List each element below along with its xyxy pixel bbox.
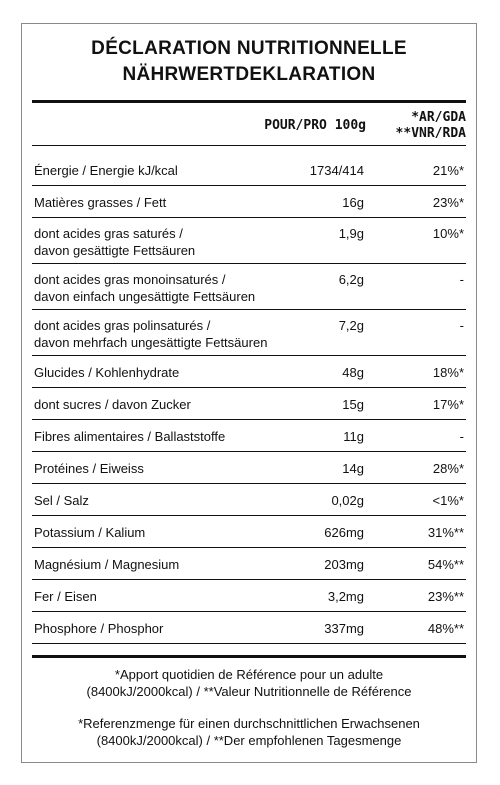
nutrient-name — [34, 364, 179, 381]
nutrient-name-fr: Énergie / Energie kJ/kcal — [34, 163, 178, 178]
reference-intake-percent: 28%* — [432, 461, 464, 476]
table-row — [32, 580, 466, 612]
nutrient-name-fr: Fibres alimentaires / Ballaststoffe — [34, 429, 226, 444]
title-german: NÄHRWERTDEKLARATION — [122, 64, 376, 85]
nutrient-name-de: davon mehrfach ungesättigte Fettsäuren — [34, 335, 268, 350]
title-french: DÉCLARATION NUTRITIONNELLE — [91, 38, 407, 59]
table-row — [32, 218, 466, 264]
nutrient-name-fr: dont acides gras polinsaturés / — [34, 318, 211, 333]
table-row — [32, 388, 466, 420]
nutrient-name-fr: dont sucres / davon Zucker — [34, 397, 191, 412]
nutrient-name-fr: Matières grasses / Fett — [34, 195, 167, 210]
table-row — [32, 310, 466, 356]
nutrient-value: 11g — [343, 429, 364, 444]
table-row — [32, 186, 466, 218]
nutrient-name — [34, 428, 225, 445]
nutrient-name — [34, 556, 179, 573]
reference-intake-header — [396, 110, 466, 142]
reference-intake-percent: - — [459, 429, 464, 444]
top-rule — [32, 100, 466, 103]
nutrient-value: 7,2g — [338, 318, 364, 333]
table-row — [32, 154, 466, 186]
reference-intake-percent: 21%* — [432, 163, 464, 178]
reference-intake-percent: - — [459, 318, 464, 333]
nutrient-name-fr: dont acides gras saturés / — [34, 226, 183, 241]
footnote-french-line1: *Apport quotidien de Référence pour un adulte — [114, 667, 384, 682]
bottom-rule — [32, 655, 466, 658]
nutrient-value: 16g — [342, 195, 364, 210]
nutrition-facts-panel — [21, 23, 477, 763]
reference-intake-percent: 23%* — [432, 195, 464, 210]
nutrient-name — [34, 396, 191, 413]
nutrient-name — [34, 492, 89, 509]
nutrient-name — [34, 162, 178, 179]
reference-intake-percent: 10%* — [432, 226, 464, 241]
table-row — [32, 484, 466, 516]
table-row — [32, 612, 466, 644]
nutrient-value: 6,2g — [338, 272, 364, 287]
table-row — [32, 356, 466, 388]
nutrient-name-fr: Sel / Salz — [34, 493, 89, 508]
reference-intake-percent: 54%** — [427, 557, 464, 572]
footnote-german-line1: *Referenzmenge für einen durchschnittlichen Erwachsenen — [78, 716, 420, 731]
footnote-french — [32, 666, 466, 700]
nutrient-name — [34, 460, 144, 477]
nutrient-name — [34, 588, 97, 605]
reference-intake-percent: <1%* — [432, 493, 464, 508]
nutrient-name-fr: Potassium / Kalium — [34, 525, 146, 540]
nutrient-name — [34, 194, 166, 211]
footnote-german-line2: (8400kJ/2000kcal) / **Der empfohlenen Tagesmenge — [96, 733, 402, 748]
nutrient-name — [34, 620, 163, 637]
nutrient-name-fr: Magnésium / Magnesium — [34, 557, 180, 572]
nutrient-name-fr: Phosphore / Phosphor — [34, 621, 164, 636]
nutrient-name — [34, 271, 255, 305]
nutrient-value: 48g — [342, 365, 364, 380]
per-100g-header: POUR/PRO 100g — [264, 118, 366, 133]
nutrient-name — [34, 317, 267, 351]
nutrient-name-de: davon einfach ungesättigte Fettsäuren — [34, 289, 256, 304]
reference-intake-percent: 17%* — [432, 397, 464, 412]
table-row — [32, 420, 466, 452]
nutrient-value: 1734/414 — [309, 163, 364, 178]
nutrient-name-fr: Protéines / Eiweiss — [34, 461, 144, 476]
nutrient-name-fr: Fer / Eisen — [34, 589, 97, 604]
footnote-german — [32, 715, 466, 749]
reference-intake-percent: 48%** — [427, 621, 464, 636]
nutrient-name — [34, 524, 145, 541]
nutrient-value: 15g — [342, 397, 364, 412]
table-row — [32, 264, 466, 310]
nutrient-value: 14g — [342, 461, 364, 476]
nutrient-value: 626mg — [324, 525, 364, 540]
reference-intake-percent: - — [459, 272, 464, 287]
vnr-rda-label: **VNR/RDA — [395, 126, 466, 141]
nutrient-value: 0,02g — [331, 493, 364, 508]
nutrient-name — [34, 225, 195, 259]
nutrient-name-de: davon gesättigte Fettsäuren — [34, 243, 196, 258]
reference-intake-percent: 23%** — [427, 589, 464, 604]
nutrient-value: 203mg — [324, 557, 364, 572]
table-row — [32, 516, 466, 548]
nutrient-name-fr: dont acides gras monoinsaturés / — [34, 272, 226, 287]
reference-intake-percent: 31%** — [427, 525, 464, 540]
nutrient-value: 1,9g — [338, 226, 364, 241]
table-row — [32, 452, 466, 484]
nutrient-value: 337mg — [324, 621, 364, 636]
nutrient-name-fr: Glucides / Kohlenhydrate — [34, 365, 180, 380]
ar-gda-label: *AR/GDA — [411, 110, 466, 125]
table-row — [32, 548, 466, 580]
header-rule — [32, 145, 466, 146]
footnote-french-line2: (8400kJ/2000kcal) / **Valeur Nutritionnelle de Référence — [86, 684, 412, 699]
reference-intake-percent: 18%* — [432, 365, 464, 380]
nutrient-value: 3,2mg — [327, 589, 364, 604]
